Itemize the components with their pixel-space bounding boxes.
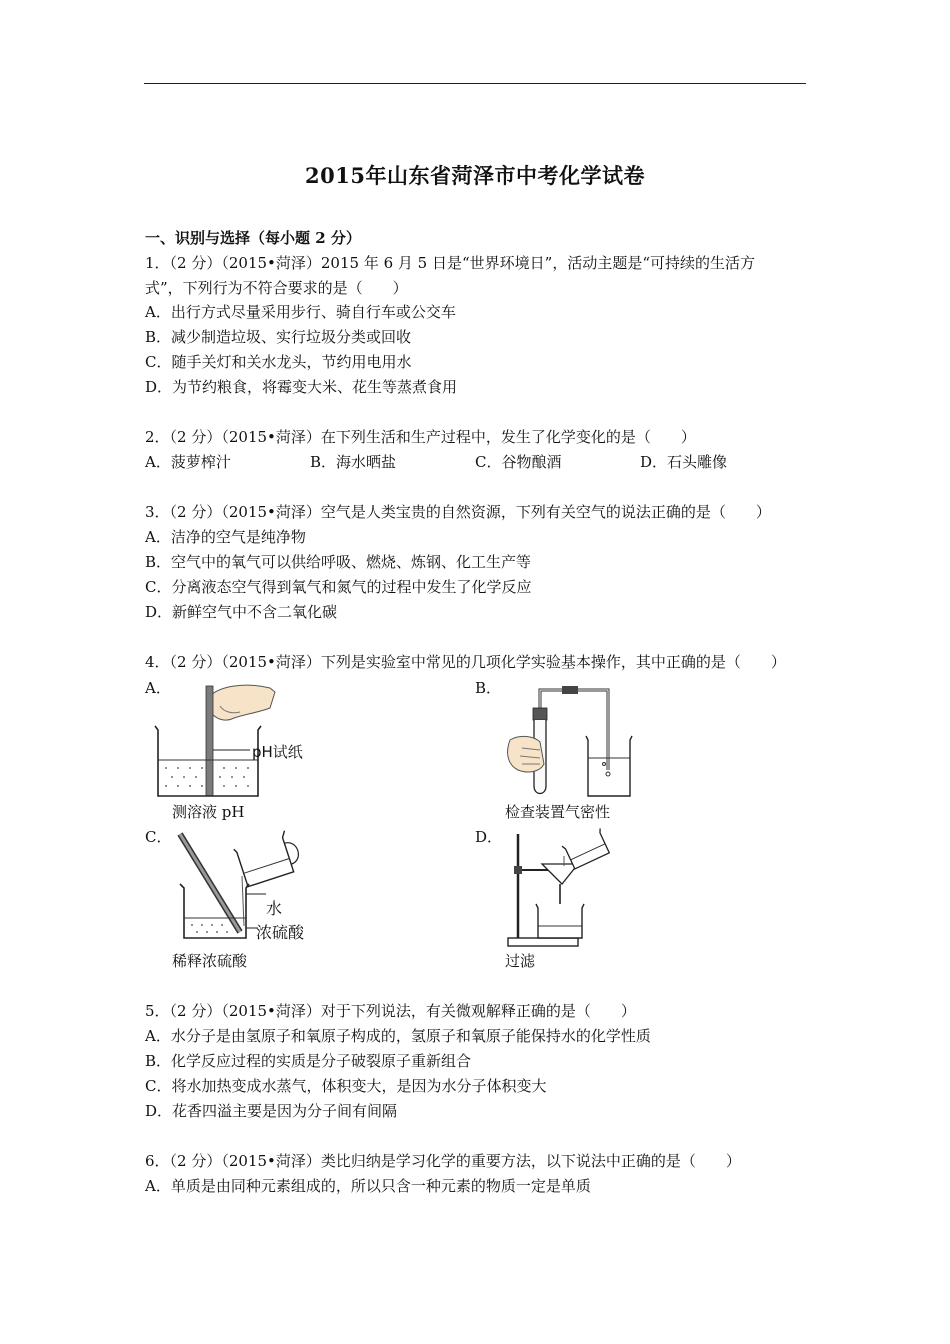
ph-paper-label: pH试纸 [252,743,303,761]
q2-option-a: A．菠萝榨汁 [145,453,231,471]
q4-option-b-caption: 检查装置气密性 [505,803,611,821]
q4-option-b-label: B． [475,679,502,697]
q3-stem: 3．（2 分）（2015•菏泽）空气是人类宝贵的自然资源，下列有关空气的说法正确的是（ ） [145,503,771,521]
q1-stem-line2: 式”，下列行为不符合要求的是（ ） [145,279,408,297]
q2-stem: 2．（2 分）（2015•菏泽）在下列生活和生产过程中，发生了化学变化的是（ ） [145,428,696,446]
q2-option-b: B．海水晒盐 [310,453,397,471]
q5-option-d: D．花香四溢主要是因为分子间有间隔 [145,1102,398,1120]
q4-option-a-caption: 测溶液 pH [172,803,245,821]
q5-stem: 5．（2 分）（2015•菏泽）对于下列说法，有关微观解释正确的是（ ） [145,1002,636,1020]
q5-option-c: C．将水加热变成水蒸气，体积变大，是因为水分子体积变大 [145,1077,547,1095]
q4-option-d-label: D． [475,828,503,846]
q6-option-a: A．单质是由同种元素组成的，所以只含一种元素的物质一定是单质 [145,1177,591,1195]
water-label: 水 [266,899,283,918]
q5-option-a: A．水分子是由氢原子和氧原子构成的，氢原子和氧原子能保持水的化学性质 [145,1027,651,1045]
q5-option-b: B．化学反应过程的实质是分子破裂原子重新组合 [145,1052,472,1070]
page-title: 2015年山东省菏泽市中考化学试卷 [305,163,645,188]
q1-option-d: D．为节约粮食，将霉变大米、花生等蒸煮食用 [145,378,458,396]
q4-option-a-label: A． [145,679,171,697]
q6-stem: 6．（2 分）（2015•菏泽）类比归纳是学习化学的重要方法，以下说法中正确的是（ ） [145,1152,741,1170]
dilute-acid-figure [170,828,340,950]
q1-stem-line1: 1．（2 分）（2015•菏泽）2015 年 6 月 5 日是“世界环境日”，活动主题是“可持续的生活方 [145,254,755,272]
header-rule [144,83,806,84]
q4-stem: 4．（2 分）（2015•菏泽）下列是实验室中常见的几项化学实验基本操作，其中正确的是（ ） [145,653,786,671]
q1-option-b: B．减少制造垃圾、实行垃圾分类或回收 [145,328,412,346]
q2-option-c: C．谷物酿酒 [475,453,562,471]
q4-option-d-caption: 过滤 [505,952,536,970]
q3-option-c: C．分离液态空气得到氧气和氮气的过程中发生了化学反应 [145,578,532,596]
q1-option-c: C．随手关灯和关水龙头，节约用电用水 [145,353,412,371]
ph-test-figure [150,678,320,803]
q3-option-a: A．洁净的空气是纯净物 [145,528,306,546]
q1-option-a: A．出行方式尽量采用步行、骑自行车或公交车 [145,303,456,321]
section-heading: 一、识别与选择（每小题 2 分） [145,229,361,247]
filtration-figure [502,828,622,950]
q4-option-c-label: C． [145,828,172,846]
q3-option-b: B．空气中的氧气可以供给呼吸、燃烧、炼钢、化工生产等 [145,553,532,571]
acid-label: 浓硫酸 [256,923,305,942]
airtightness-figure [500,678,660,803]
q4-option-c-caption: 稀释浓硫酸 [172,952,248,970]
q3-option-d: D．新鲜空气中不含二氧化碳 [145,603,338,621]
q2-option-d: D．石头雕像 [640,453,728,471]
